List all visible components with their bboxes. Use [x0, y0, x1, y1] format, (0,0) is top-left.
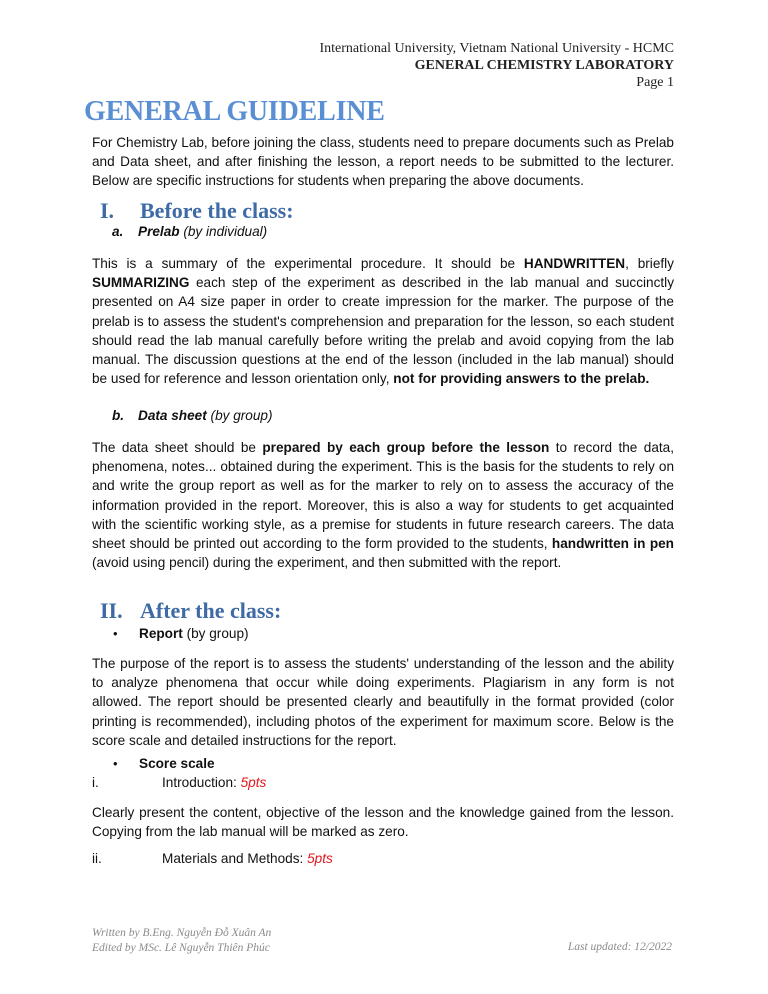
emphasis: prepared by each group before the lesson [262, 440, 550, 455]
edited-by: Edited by MSc. Lê Nguyễn Thiên Phúc [92, 942, 270, 954]
bullet-icon: • [113, 626, 118, 641]
score-item-materials-methods [92, 851, 333, 866]
bullet-score-scale [113, 756, 215, 771]
prelab-paragraph [92, 254, 674, 388]
text: to record the data, phenomena, notes... obtained during the experiment. This is the basis for the students to rely on and write the group report as well as for the marker to rely on to assess the accuracy of the information provided in the report. Moreover, this is also a way for students to get acquainted with the scientific working style, as a premise for students in future research careers. The data sheet should be printed out according to the form provided to the students, [92, 440, 675, 552]
subsection-label: a. [112, 224, 124, 239]
document-title: GENERAL GUIDELINE [84, 96, 385, 127]
subsection-qualifier: (by individual) [179, 224, 268, 239]
section-title: After the class: [140, 598, 282, 623]
emphasis: HANDWRITTEN [523, 256, 626, 271]
bullet-label: Score scale [139, 756, 215, 771]
item-label: Materials and Methods: [162, 851, 308, 866]
report-paragraph: The purpose of the report is to assess the students' understanding of the lesson and the ability to analyze phenomena that occur while doing experiments. Plagiarism in any form is not allowed. The report should be presented clearly and beautifully in the format provided (color printing is recommended), including photos of the experiment for maximum score. Below is the score scale and detailed instructions for the report. [92, 656, 674, 748]
text: each step of the experiment as described in the lab manual and succinctly presented on A4 size paper in order to create impression for the marker. The purpose of the prelab is to assess the student's comprehension and preparation for the lesson, so each student should read the lab manual carefully before writing the prelab and avoid copying from the lab manual. The discussion questions at the end of the lesson (included in the lab manual) should be used for reference and lesson orientation only, [92, 275, 674, 387]
item-points: 5pts [307, 851, 333, 866]
subsection-name: Data sheet [138, 408, 207, 423]
item-number: i. [92, 775, 99, 790]
written-by: Written by B.Eng. Nguyễn Đỗ Xuân An [92, 927, 272, 939]
bullet-qualifier: (by group) [182, 626, 249, 641]
subsection-prelab [112, 224, 267, 239]
item-number: ii. [92, 851, 102, 866]
data-sheet-paragraph [92, 438, 674, 572]
subsection-qualifier: (by group) [206, 408, 273, 423]
section-heading-before-class [100, 198, 294, 224]
section-title: Before the class: [140, 198, 294, 223]
institution-name: International University, Vietnam National University - HCMC [319, 41, 674, 56]
item-points: 5pts [240, 775, 267, 790]
bullet-label: Report [139, 626, 183, 641]
emphasis: not for providing answers to the prelab. [393, 371, 650, 387]
text: The data sheet should be [92, 440, 263, 455]
last-updated: Last updated: 12/2022 [567, 941, 672, 953]
bullet-report [113, 626, 249, 641]
introduction-description: Clearly present the content, objective of the lesson and the knowledge gained from the lesson. Copying from the lab manual will be marked as zero. [92, 805, 674, 840]
subsection-name: Prelab [138, 224, 180, 239]
item-label: Introduction: [162, 775, 241, 790]
score-item-introduction [92, 775, 266, 790]
emphasis: SUMMARIZING [92, 275, 190, 291]
section-number: II. [100, 598, 123, 623]
text: (avoid using pencil) during the experiment, and then submitted with the report. [92, 555, 562, 571]
lab-name: GENERAL CHEMISTRY LABORATORY [414, 58, 674, 73]
text: This is a summary of the experimental procedure. It should be [92, 256, 524, 271]
page-header [319, 40, 674, 91]
page-footer-authors [92, 926, 271, 956]
section-number: I. [100, 198, 115, 223]
subsection-data-sheet [112, 408, 273, 423]
intro-paragraph: For Chemistry Lab, before joining the class, students need to prepare documents such as Prelab and Data sheet, and after finishing the lesson, a report needs to be submitted to the lecturer. Below are specific instructions for students when preparing the above documents. [92, 135, 674, 189]
section-heading-after-class [100, 598, 281, 624]
subsection-label: b. [112, 408, 125, 423]
emphasis: handwritten in pen [551, 536, 674, 552]
page-number: Page 1 [636, 75, 674, 90]
text: , briefly [625, 256, 674, 271]
bullet-icon: • [113, 756, 118, 771]
